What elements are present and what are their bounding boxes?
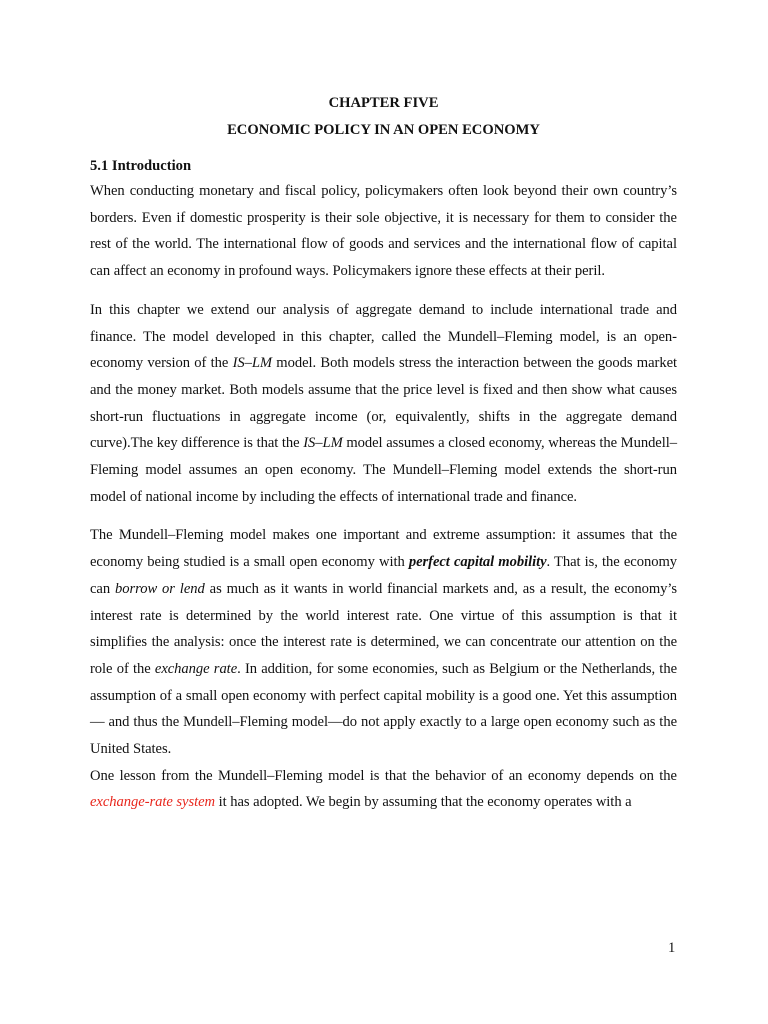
chapter-number-heading: CHAPTER FIVE (328, 95, 439, 111)
paragraph-1: When conducting monetary and fiscal policy, policymakers often look beyond their own country’s borders. Even if domestic prosperity is their sole objective, it is necessary for them to consider the rest of the world. The international flow of goods and services and the international flow of capital can affect an economy in profound ways. Policymakers ignore these effects at their peril. (90, 183, 677, 280)
chapter-title: ECONOMIC POLICY IN AN OPEN ECONOMY (227, 122, 540, 138)
borrow-or-lend-term: borrow or lend (115, 580, 205, 597)
paragraph-2 (90, 297, 677, 511)
paragraph-2-text-c: model assumes a closed economy, whereas the Mundell–Fleming model assumes an open economy. The Mundell–Fleming model extends the short-run model of national income by including the effects of international trade and finance. (90, 435, 677, 505)
page-content (90, 92, 677, 816)
paragraph-2-text-a: In this chapter we extend our analysis of aggregate demand to include international trade and finance. The model developed in this chapter, called the Mundell–Fleming model, is an open-economy version of the (90, 301, 677, 372)
paragraph-3 (90, 522, 677, 762)
paragraph-4-text-a: One lesson from the Mundell–Fleming model is that the behavior of an economy depends on the (90, 767, 677, 784)
exchange-rate-term: exchange rate (154, 660, 238, 677)
paragraph-3-text-d: . In addition, for some economies, such as Belgium or the Netherlands, the assumption of a small open economy with perfect capital mobility is a good one. Yet this assumption— and thus the Mundell–Fleming model—do not apply exactly to a large open economy such as the United States. (90, 660, 677, 758)
is-lm-term: IS–LM (303, 435, 343, 452)
paragraph-3-text-c: as much as it wants in world financial markets and, as a result, the economy’s interest rate is determined by the world interest rate. One virtue of this assumption is that it simplifies the analysis: once the interest rate is determined, we can concentrate our attention on the role of the (90, 580, 678, 677)
paragraph-4-text-b: it has adopted. We begin by assuming that the economy operates with a (215, 794, 632, 811)
page-number: 1 (668, 940, 676, 956)
paragraph-3-text-a: The Mundell–Fleming model makes one important and extreme assumption: it assumes that the economy being studied is a small open economy with (90, 527, 677, 571)
paragraph-2-text-b: model. Both models stress the interaction between the goods market and the money market. Both models assume that the price level is fixed and then show what causes short-run fluctuations in aggregate income (or, equivalently, shifts in the aggregate demand curve).The key difference is that the (90, 355, 678, 452)
paragraph-3-text-b: . That is, the economy can (90, 554, 677, 597)
section-heading: 5.1 Introduction (90, 158, 192, 174)
exchange-rate-system-link[interactable]: exchange-rate system (90, 794, 216, 811)
paragraph-4 (90, 763, 677, 816)
is-lm-term: IS–LM (232, 355, 273, 372)
perfect-capital-mobility-term: perfect capital mobility (408, 554, 547, 571)
